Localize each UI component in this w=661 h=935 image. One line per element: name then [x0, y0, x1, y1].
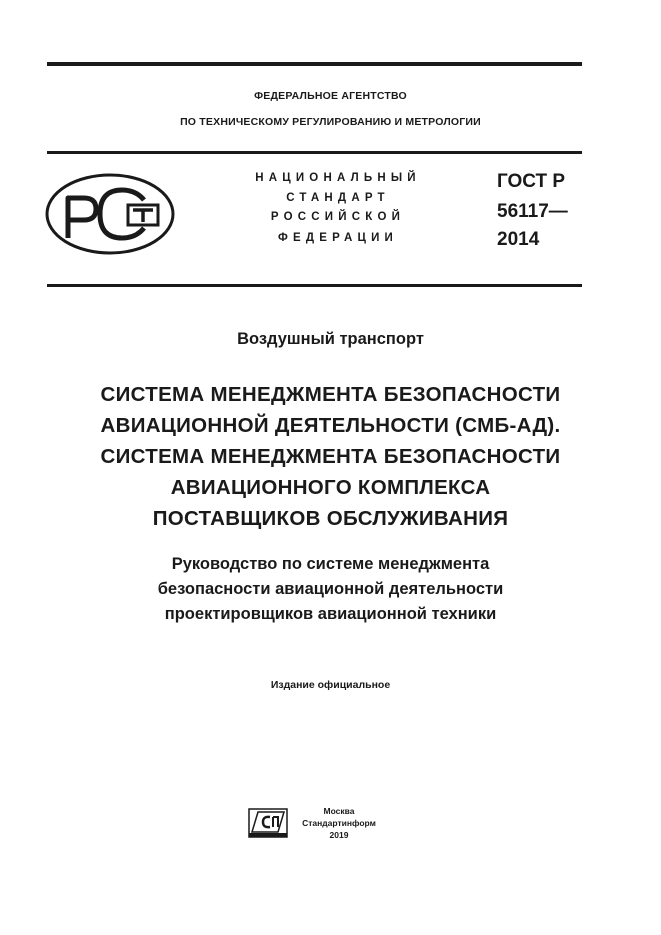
- publisher-year: 2019: [329, 830, 349, 840]
- designation-line2: 56117—: [497, 201, 568, 222]
- standard-type-line2: СТАНДАРТ: [286, 192, 390, 204]
- publisher-name: Стандартинформ: [302, 818, 376, 828]
- title-line2: АВИАЦИОННОЙ ДЕЯТЕЛЬНОСТИ (СМБ-АД).: [100, 414, 561, 437]
- title-line4: АВИАЦИОННОГО КОМПЛЕКСА: [170, 476, 491, 499]
- title-line1: СИСТЕМА МЕНЕДЖМЕНТА БЕЗОПАСНОСТИ: [100, 383, 561, 406]
- standard-type-line3: РОССИЙСКОЙ: [270, 211, 406, 223]
- title-line3: СИСТЕМА МЕНЕДЖМЕНТА БЕЗОПАСНОСТИ: [100, 445, 561, 468]
- title-block-rule: [47, 284, 582, 287]
- rst-certification-emblem-icon: [44, 172, 176, 256]
- subtitle-line3: проектировщиков авиационной техники: [164, 605, 497, 623]
- field-heading: Воздушный транспорт: [237, 330, 424, 348]
- subtitle-line1: Руководство по системе менеджмента: [171, 555, 490, 573]
- standard-type-line4: ФЕДЕРАЦИИ: [277, 232, 399, 244]
- designation-line3: 2014: [497, 229, 540, 250]
- edition-label: Издание официальное: [270, 679, 391, 691]
- designation-line1: ГОСТ Р: [497, 171, 566, 192]
- agency-name-line1: ФЕДЕРАЛЬНОЕ АГЕНТСТВО: [254, 90, 407, 102]
- title-line5: ПОСТАВЩИКОВ ОБСЛУЖИВАНИЯ: [152, 507, 509, 530]
- subtitle-line2: безопасности авиационной деятельности: [157, 580, 504, 598]
- top-rule: [47, 62, 582, 66]
- publisher-city: Москва: [323, 806, 355, 816]
- standartinform-logo-icon: [248, 808, 288, 838]
- standard-type-line1: НАЦИОНАЛЬНЫЙ: [255, 172, 421, 184]
- header-rule: [47, 151, 582, 154]
- agency-name-line2: ПО ТЕХНИЧЕСКОМУ РЕГУЛИРОВАНИЮ И МЕТРОЛОГИИ: [180, 116, 481, 128]
